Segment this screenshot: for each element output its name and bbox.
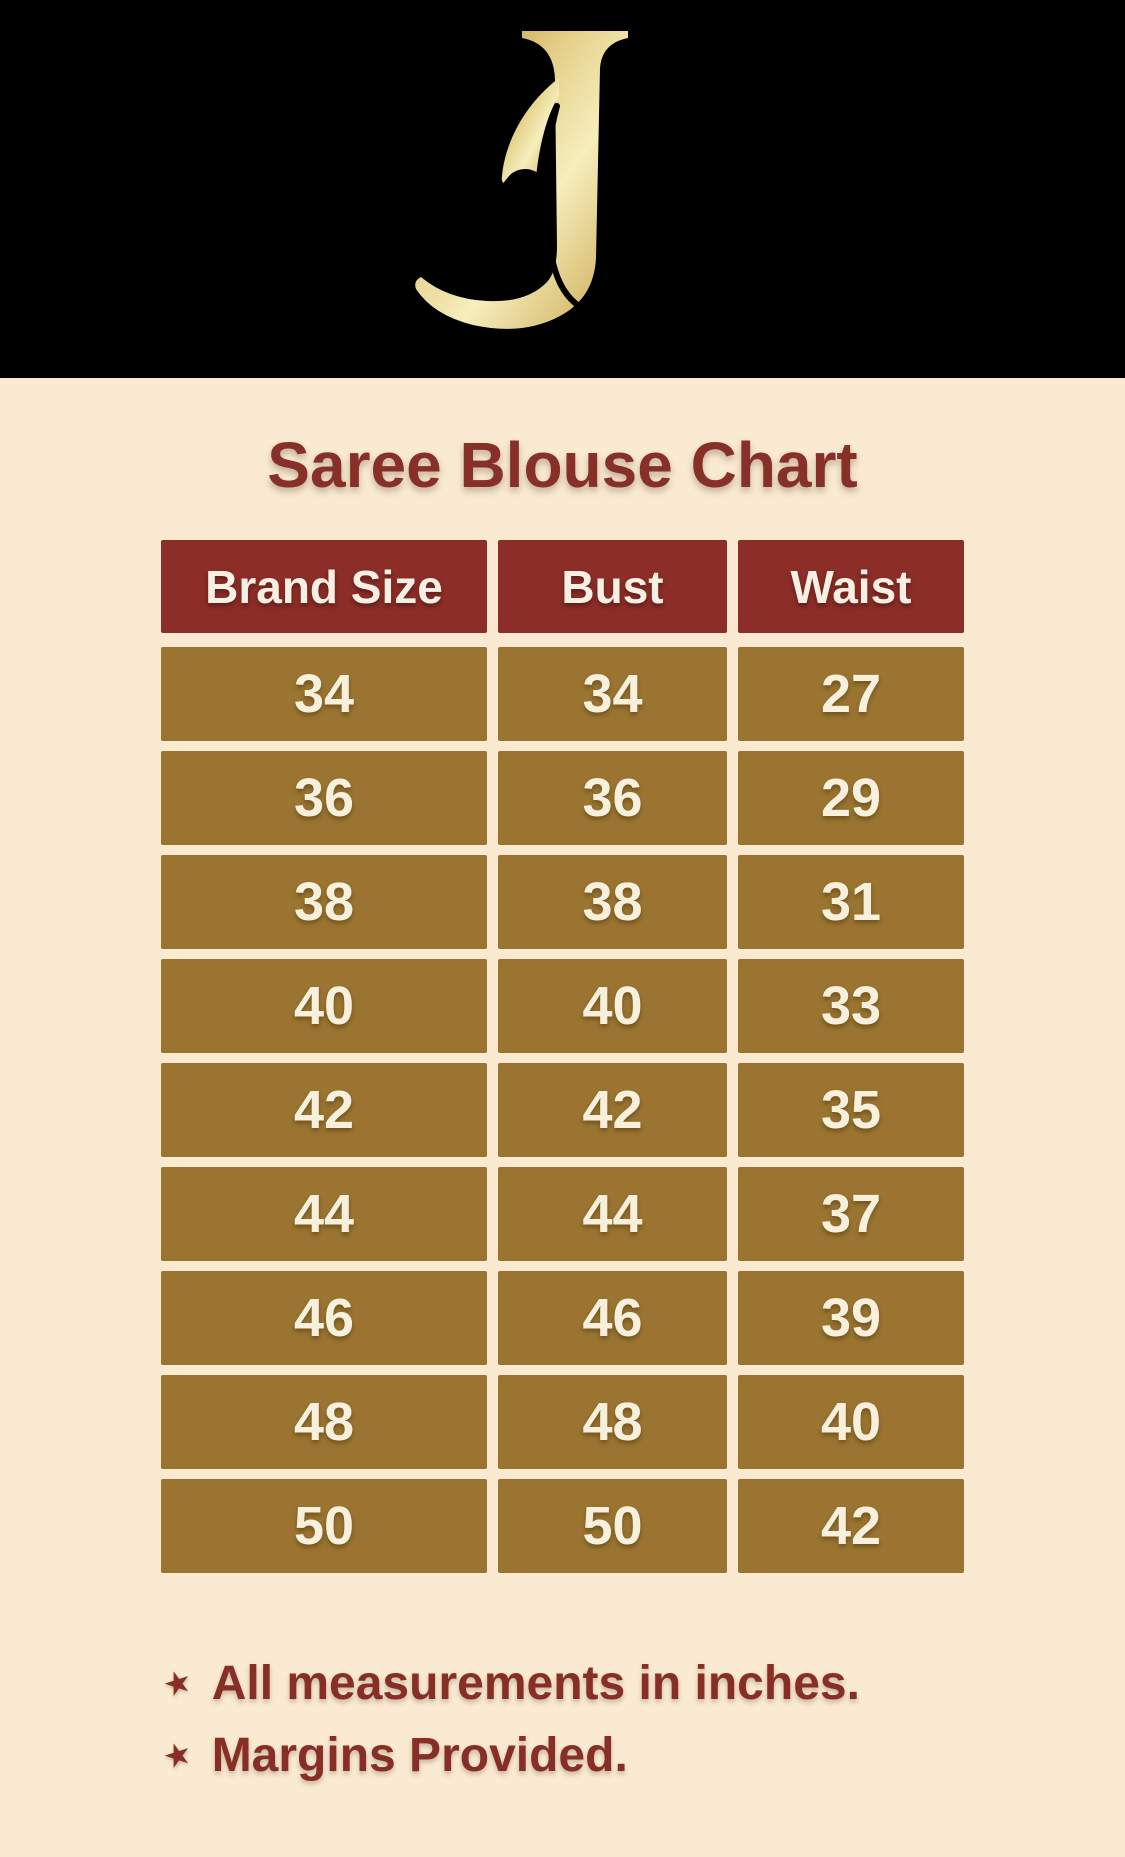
- table-cell: 42: [161, 1063, 487, 1157]
- table-cell: 36: [498, 751, 727, 845]
- table-cell: 33: [738, 959, 964, 1053]
- column-header-waist: Waist: [738, 540, 964, 633]
- star-bullet-icon: ★: [158, 1661, 197, 1705]
- table-cell: 31: [738, 855, 964, 949]
- table-cell: 27: [738, 647, 964, 741]
- table-row: [161, 855, 964, 949]
- table-cell: 50: [498, 1479, 727, 1573]
- table-cell: 48: [498, 1375, 727, 1469]
- table-cell: 29: [738, 751, 964, 845]
- table-row: [161, 1271, 964, 1365]
- table-cell: 40: [498, 959, 727, 1053]
- table-cell: 34: [498, 647, 727, 741]
- note-text: Margins Provided.: [211, 1728, 628, 1782]
- table-cell: 50: [161, 1479, 487, 1573]
- table-cell: 36: [161, 751, 487, 845]
- table-row: [161, 1063, 964, 1157]
- notes-list: [158, 1647, 1125, 1791]
- column-header-brand-size: Brand Size: [161, 540, 487, 633]
- table-row: [161, 647, 964, 741]
- table-cell: 44: [498, 1167, 727, 1261]
- size-table: [161, 540, 964, 1573]
- table-row: [161, 1167, 964, 1261]
- table-cell: 46: [498, 1271, 727, 1365]
- table-cell: 39: [738, 1271, 964, 1365]
- table-cell: 40: [738, 1375, 964, 1469]
- table-cell: 42: [738, 1479, 964, 1573]
- table-cell: 38: [498, 855, 727, 949]
- table-row: [161, 1375, 964, 1469]
- star-bullet-icon: ★: [158, 1733, 197, 1777]
- note-line: [158, 1719, 1125, 1791]
- table-row: [161, 959, 964, 1053]
- table-cell: 40: [161, 959, 487, 1053]
- size-table-body: [161, 647, 964, 1573]
- table-cell: 46: [161, 1271, 487, 1365]
- brand-banner: [0, 0, 1125, 378]
- brand-logo-j-icon: [405, 18, 655, 348]
- table-cell: 37: [738, 1167, 964, 1261]
- table-cell: 42: [498, 1063, 727, 1157]
- page-title: Saree Blouse Chart: [267, 429, 858, 501]
- note-text: All measurements in inches.: [211, 1656, 860, 1710]
- table-cell: 34: [161, 647, 487, 741]
- table-cell: 44: [161, 1167, 487, 1261]
- table-row: [161, 1479, 964, 1573]
- table-cell: 48: [161, 1375, 487, 1469]
- column-header-bust: Bust: [498, 540, 727, 633]
- table-cell: 38: [161, 855, 487, 949]
- note-line: [158, 1647, 1125, 1719]
- table-row: [161, 751, 964, 845]
- size-table-header-row: [161, 540, 964, 633]
- table-cell: 35: [738, 1063, 964, 1157]
